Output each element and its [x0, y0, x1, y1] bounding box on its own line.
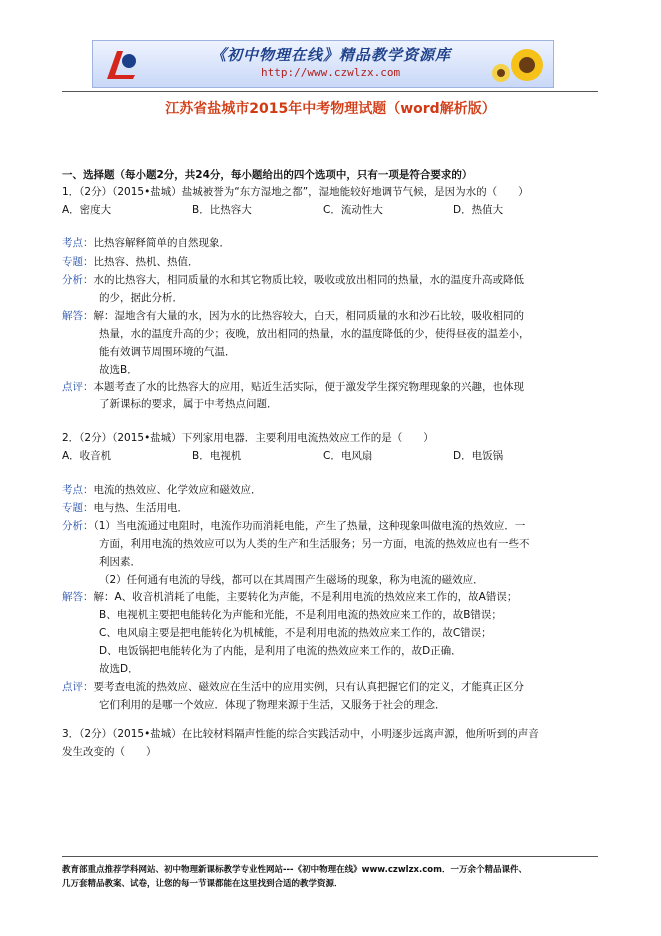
q2-option-d: D．电饭锅: [453, 450, 504, 462]
q2-fenxi-line: 方面，利用电流的热效应可以为人类的生产和生活服务；另一方面，电流的热效应也有一些不: [99, 538, 530, 550]
q1-dianping-line: 本题考查了水的比热容大的应用，贴近生活实际，便于激发学生探究物理现象的兴趣，也体现: [93, 381, 524, 393]
q2-zhuanti-label: 专题：: [62, 502, 94, 514]
q1-jieda-label: 解答：: [62, 310, 94, 322]
q1-dianping-line: 了新课标的要求，属于中考热点问题．: [99, 398, 278, 410]
q2-fenxi-line: 利因素．: [99, 556, 141, 568]
q2-zhuanti: [62, 500, 188, 516]
banner-title: 《初中物理在线》精品教学资源库: [211, 46, 452, 64]
q1-fenxi: [62, 272, 524, 288]
q1-fenxi-label: 分析：: [62, 274, 94, 286]
q2-dianping-label: 点评：: [62, 681, 94, 693]
header-banner: [92, 40, 554, 88]
q1-stem: 1．（2分）（2015•盐城）盐城被誉为“东方湿地之都”，湿地能较好地调节气候，是因为水的（ ）: [62, 186, 529, 198]
q1-jieda: [62, 308, 524, 324]
q2-option-c: C．电风扇: [323, 450, 373, 462]
banner-url: http://www.czwlzx.com: [261, 66, 401, 79]
footer-line: 几万套精品教案、试卷，让您的每一节课都能在这里找到合适的教学资源．: [62, 879, 343, 889]
q3-stem: 3．（2分）（2015•盐城）在比较材料隔声性能的综合实践活动中，小明逐步远离声源，他所听到的声音: [62, 728, 539, 740]
q1-jieda-line: 解：湿地含有大量的水，因为水的比热容较大，白天，相同质量的水和沙石比较，吸收相同的: [93, 310, 524, 322]
q1-kaodian-label: 考点：: [62, 237, 94, 249]
header-divider: [62, 91, 598, 92]
q2-jieda-line: D、电饭锅把电能转化为了内能，是利用了电流的热效应来工作的，故D正确．: [99, 645, 462, 657]
q2-jieda: [62, 589, 517, 605]
q3-stem-cont: 发生改变的（ ）: [62, 746, 157, 758]
q2-option-b: B．电视机: [192, 450, 242, 462]
q2-jieda-line: B、电视机主要把电能转化为声能和光能，不是利用电流的热效应来工作的，故B错误；: [99, 609, 502, 621]
q2-fenxi: [62, 518, 525, 534]
q1-jieda-line: 热量，水的温度升高的少；夜晚，放出相同的热量，水的温度降低的少，使得昼夜的温差小，: [99, 328, 530, 340]
q1-option-a: A．密度大: [62, 204, 112, 216]
q2-dianping-line: 要考查电流的热效应、磁效应在生活中的应用实例，只有认真把握它们的定义，才能真正区分: [93, 681, 524, 693]
q2-jieda-line: 解：A、收音机消耗了电能，主要转化为声能，不是利用电流的热效应来工作的，故A错误；: [93, 591, 518, 603]
q1-answer: 故选B．: [99, 364, 138, 376]
q1-kaodian-text: 比热容解释简单的自然现象．: [93, 237, 230, 249]
q2-option-a: A．收音机: [62, 450, 112, 462]
footer-divider: [62, 856, 598, 857]
q2-kaodian: [62, 482, 262, 498]
q1-fenxi-line: 的少，据此分析．: [99, 292, 183, 304]
q1-dianping: [62, 379, 524, 395]
q1-option-c: C．流动性大: [323, 204, 383, 216]
q1-jieda-line: 能有效调节周围环境的气温．: [99, 346, 236, 358]
q2-fenxi-label: 分析：: [62, 520, 94, 532]
q2-fenxi-line: （2）任何通有电流的导线，都可以在其周围产生磁场的现象，称为电流的磁效应．: [99, 574, 484, 586]
q1-kaodian: [62, 235, 230, 251]
section-heading: 一、选择题（每小题2分，共24分，每小题给出的四个选项中，只有一项是符合要求的）: [62, 169, 473, 181]
q2-zhuanti-text: 电与热、生活用电．: [93, 502, 188, 514]
sunflower-icon: [489, 43, 549, 87]
footer-line: 教育部重点推荐学科网站、初中物理新课标教学专业性网站---《初中物理在线》www.czwlzx.com．一万余个精品课件、: [62, 865, 527, 875]
q1-fenxi-line: 水的比热容大，相同质量的水和其它物质比较，吸收或放出相同的热量，水的温度升高或降低: [93, 274, 524, 286]
q1-option-d: D．热值大: [453, 204, 504, 216]
q2-stem: 2．（2分）（2015•盐城）下列家用电器．主要利用电流热效应工作的是（ ）: [62, 432, 434, 444]
q2-jieda-line: C、电风扇主要是把电能转化为机械能，不是利用电流的热效应来工作的，故C错误；: [99, 627, 492, 639]
q1-zhuanti: [62, 254, 199, 270]
q2-jieda-label: 解答：: [62, 591, 94, 603]
q1-zhuanti-label: 专题：: [62, 256, 94, 268]
q2-dianping-line: 它们利用的是哪一个效应．体现了物理来源于生活，又服务于社会的理念．: [99, 699, 446, 711]
q2-kaodian-label: 考点：: [62, 484, 94, 496]
site-logo-icon: [101, 45, 141, 85]
q2-dianping: [62, 679, 524, 695]
q2-answer: 故选D．: [99, 663, 139, 675]
q1-dianping-label: 点评：: [62, 381, 94, 393]
q1-zhuanti-text: 比热容、热机、热值．: [93, 256, 199, 268]
document-title: 江苏省盐城市2015年中考物理试题（word解析版）: [165, 101, 496, 117]
q2-kaodian-text: 电流的热效应、化学效应和磁效应．: [93, 484, 262, 496]
q1-option-b: B．比热容大: [192, 204, 252, 216]
q2-fenxi-line: （1）当电流通过电阻时，电流作功而消耗电能，产生了热量，这种现象叫做电流的热效应．一: [93, 520, 526, 532]
